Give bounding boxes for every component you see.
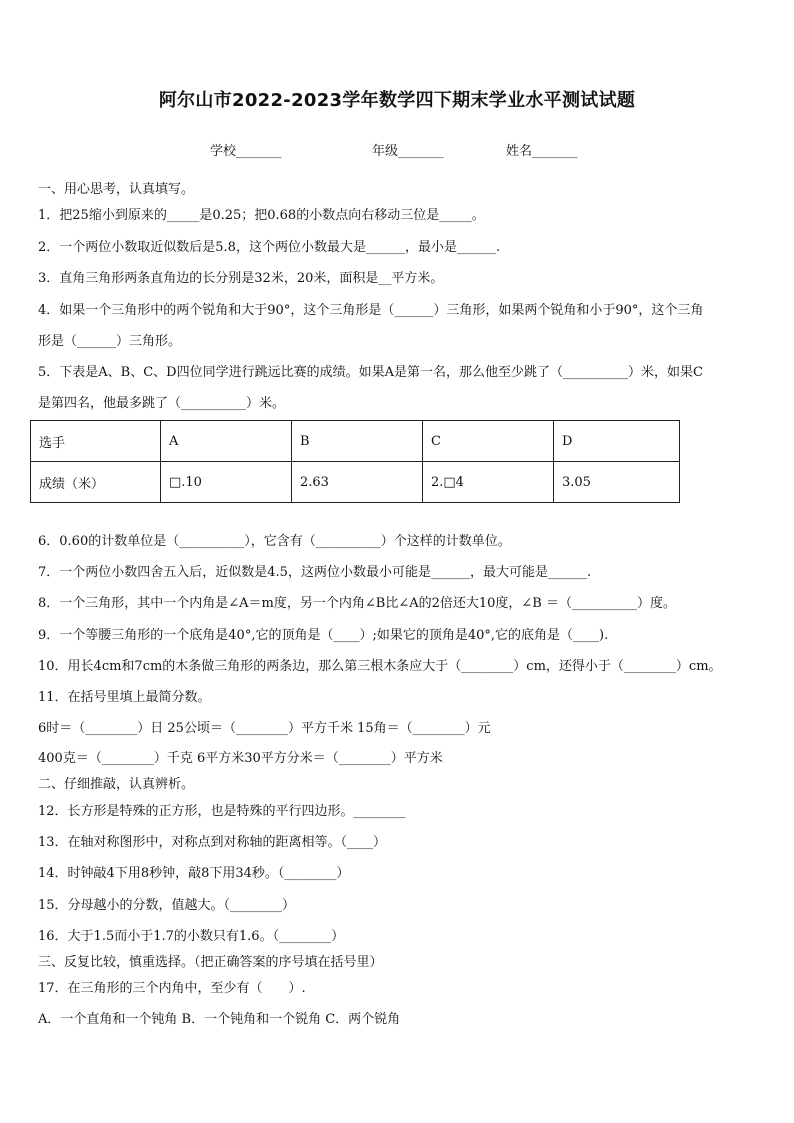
question-11: 11．在括号里填上最简分数。 [38, 690, 211, 705]
question-5-line-2: 是第四名，他最多跳了（__________）米。 [38, 396, 286, 411]
question-16: 16．大于1.5而小于1.7的小数只有1.6。（________） [38, 929, 345, 944]
question-13: 13．在轴对称图形中，对称点到对称轴的距离相等。（____） [38, 835, 387, 850]
question-11-row-1: 6时＝（________）日 25公顷＝（________）平方千米 15角＝（________）元 [38, 721, 491, 736]
page-title: 阿尔山市2022-2023学年数学四下期末学业水平测试试题 [158, 90, 636, 111]
table-header-cell: C [423, 421, 554, 462]
question-6: 6．0.60的计数单位是（__________），它含有（__________）个这样的计数单位。 [38, 534, 511, 549]
question-5-line-1: 5．下表是A、B、C、D四位同学进行跳远比赛的成绩。如果A是第一名，那么他至少跳了（__________）米，如果C [38, 365, 703, 380]
section-3-heading: 三、反复比较，慎重选择。（把正确答案的序号填在括号里） [38, 955, 383, 970]
table-cell: 3.05 [554, 462, 680, 503]
question-2: 2．一个两位小数取近似数后是5.8，这个两位小数最大是______，最小是______. [38, 240, 501, 255]
question-4-line-1: 4．如果一个三角形中的两个锐角和大于90°，这个三角形是（______）三角形，如果两个锐角和小于90°，这个三角 [38, 303, 704, 318]
question-3: 3．直角三角形两条直角边的长分别是32米，20米，面积是__平方米。 [38, 271, 444, 286]
table-cell: 2.□4 [423, 462, 554, 503]
question-1: 1．把25缩小到原来的_____是0.25；把0.68的小数点向右移动三位是_____。 [38, 208, 485, 223]
table-header-cell: B [292, 421, 423, 462]
section-1-heading: 一、用心思考，认真填写。 [38, 182, 195, 197]
question-17: 17．在三角形的三个内角中，至少有（ ）. [38, 981, 306, 996]
grade-field: 年级_______ [372, 144, 444, 159]
question-12: 12．长方形是特殊的正方形，也是特殊的平行四边形。________ [38, 804, 406, 819]
question-15: 15．分母越小的分数，值越大。（________） [38, 898, 296, 913]
table-cell: □.10 [161, 462, 292, 503]
table-cell: 成绩（米） [31, 462, 161, 503]
section-2-heading: 二、仔细推敲，认真辨析。 [38, 777, 195, 792]
table-cell: 2.63 [292, 462, 423, 503]
question-9: 9．一个等腰三角形的一个底角是40°,它的顶角是（____）;如果它的顶角是40°,它的底角是（____). [38, 628, 609, 643]
question-8: 8．一个三角形，其中一个内角是∠A＝m度，另一个内角∠B比∠A的2倍还大10度，∠B ＝（__________）度。 [38, 596, 676, 611]
scores-table [30, 420, 680, 503]
table-row [31, 462, 680, 503]
question-14: 14．时钟敲4下用8秒钟，敲8下用34秒。（________） [38, 866, 350, 881]
table-row [31, 421, 680, 462]
school-field: 学校_______ [210, 144, 282, 159]
question-4-line-2: 形是（______）三角形。 [38, 334, 182, 349]
table-header-cell: A [161, 421, 292, 462]
table-header-cell: D [554, 421, 680, 462]
question-7: 7．一个两位小数四舍五入后，近似数是4.5，这两位小数最小可能是______，最大可能是______. [38, 565, 592, 580]
question-10: 10．用长4cm和7cm的木条做三角形的两条边，那么第三根木条应大于（________）cm，还得小于（________）cm。 [38, 659, 722, 674]
table-header-cell: 选手 [31, 421, 161, 462]
question-11-row-2: 400克＝（________）千克 6平方米30平方分米＝（________）平方米 [38, 751, 443, 766]
name-field: 姓名_______ [506, 144, 578, 159]
question-17-options: A．一个直角和一个钝角 B．一个钝角和一个锐角 C．两个锐角 [38, 1012, 401, 1027]
